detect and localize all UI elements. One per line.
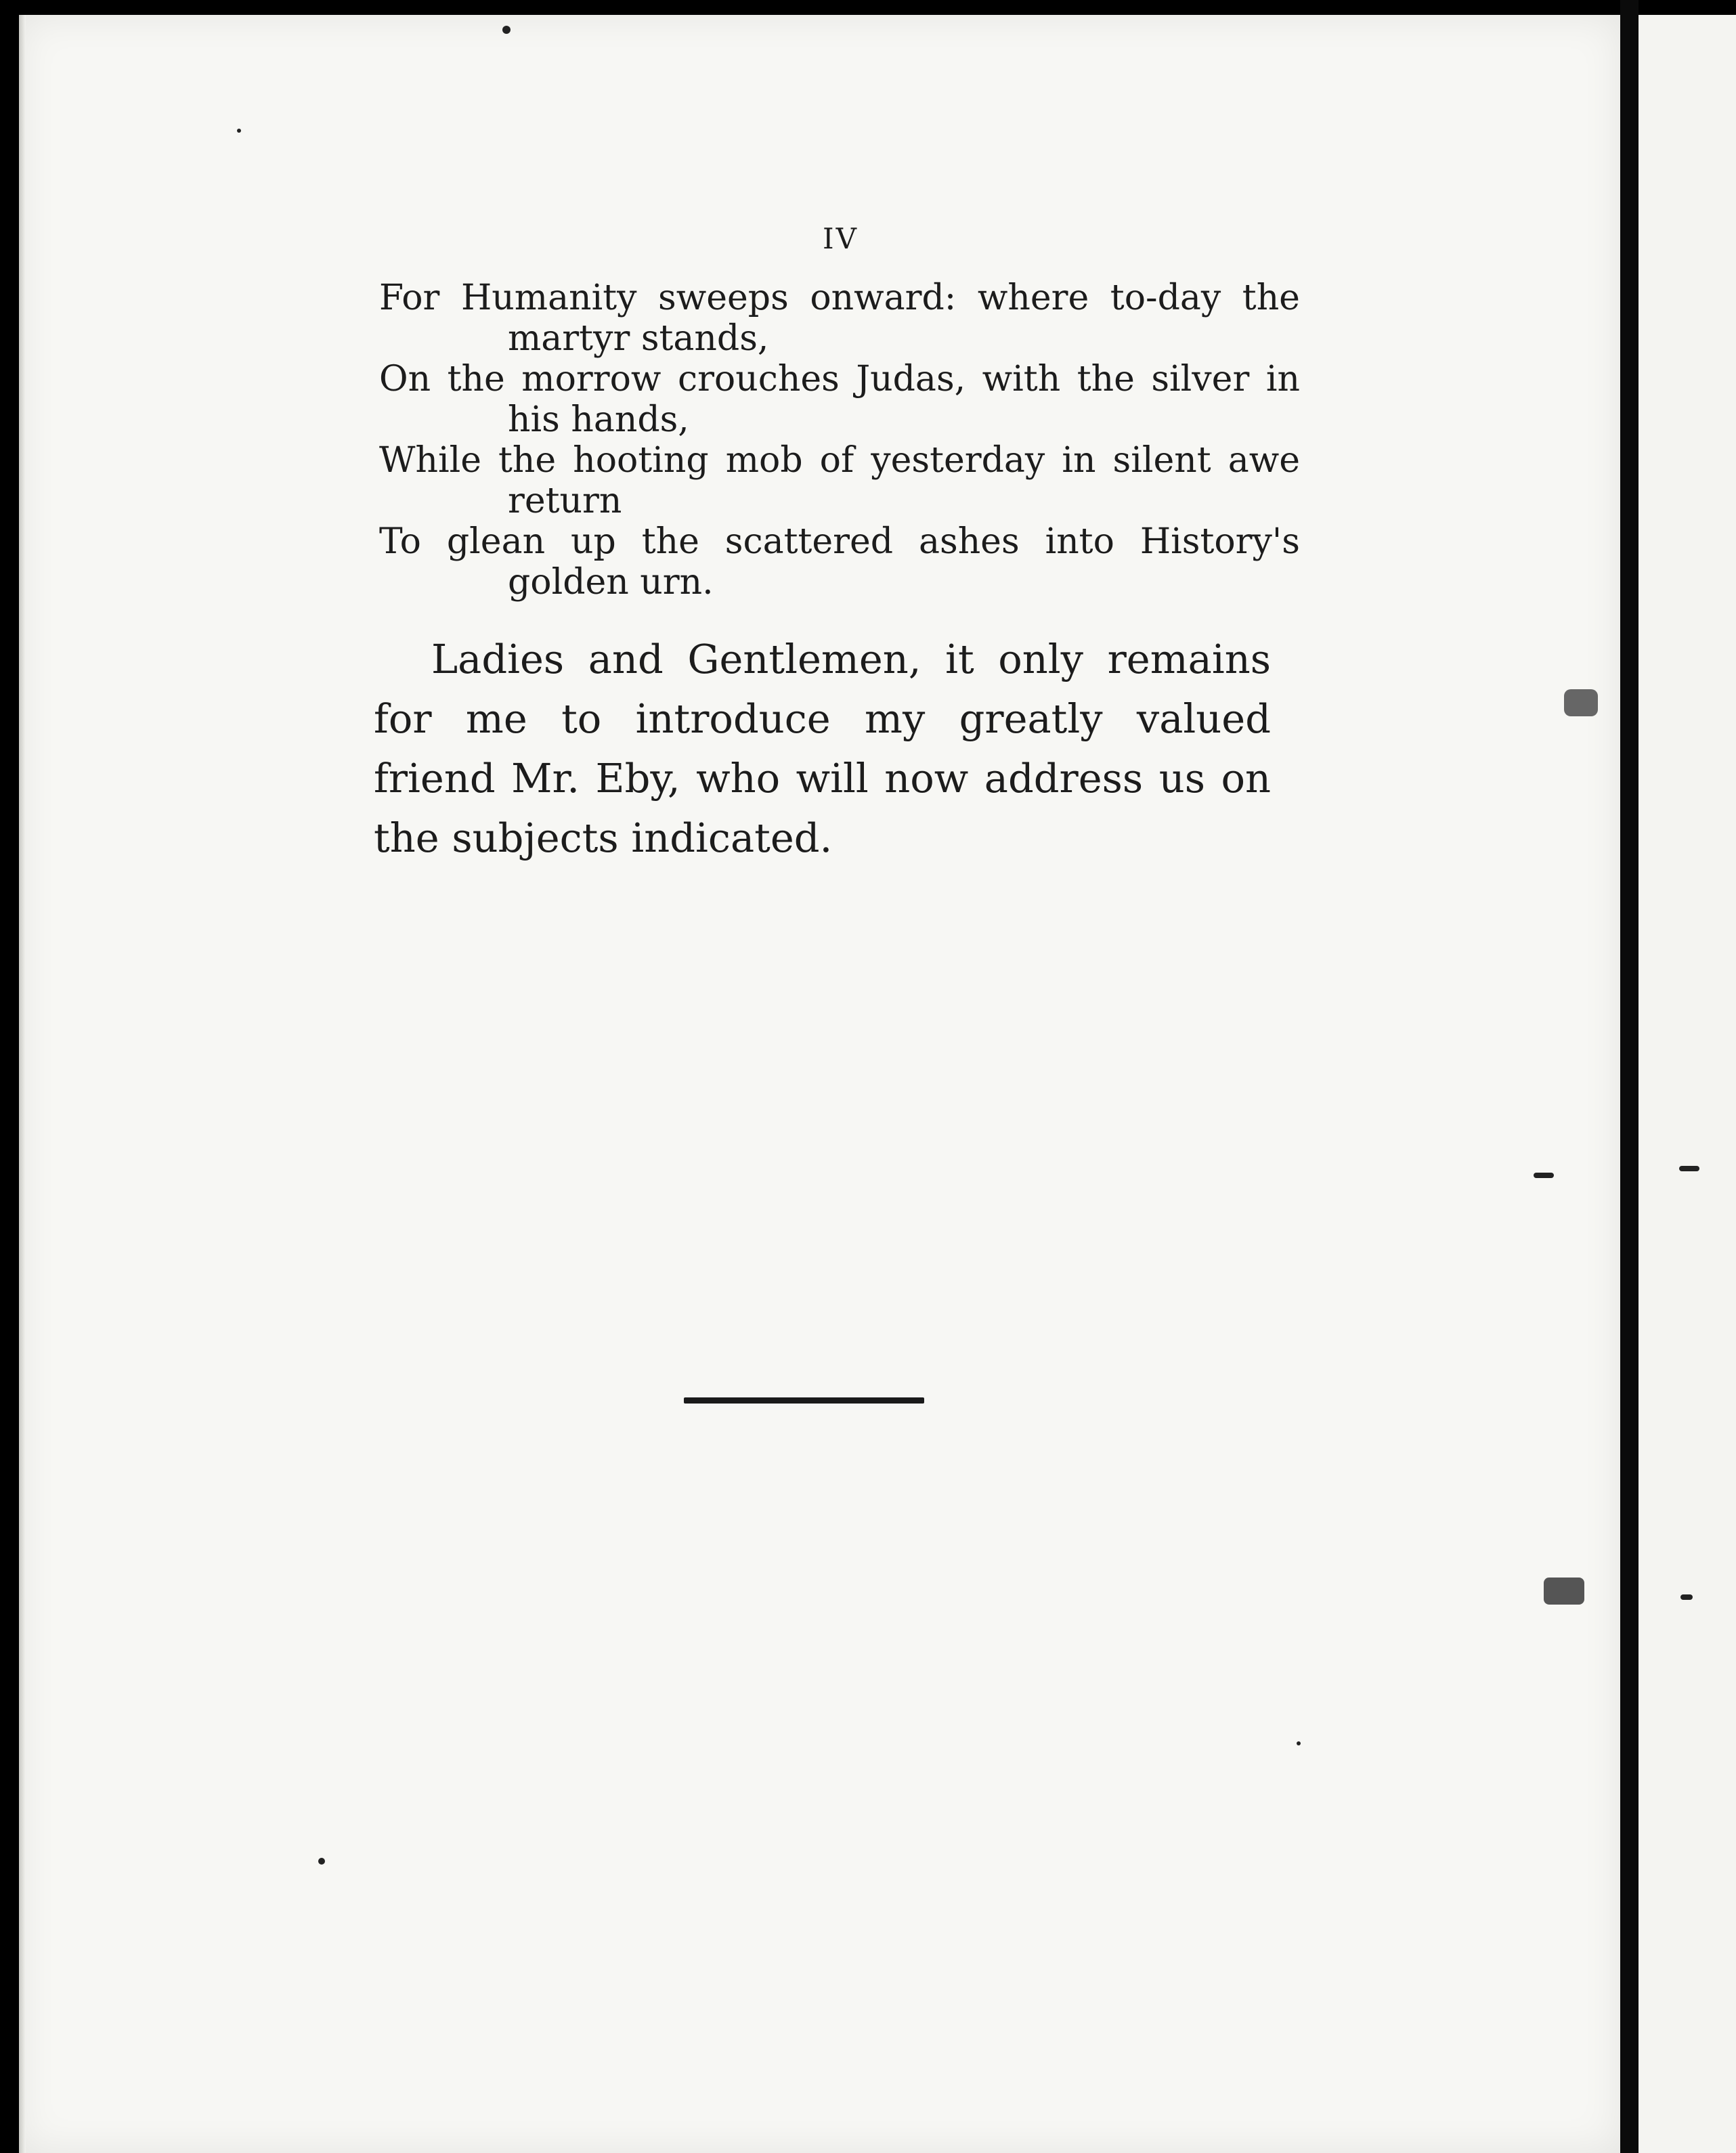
verse-word: morrow (521, 359, 661, 399)
verse-word: the (498, 440, 557, 481)
print-speck (237, 129, 241, 133)
verse-stanza-line (379, 521, 1300, 603)
verse-word: crouches (677, 359, 840, 399)
verse-word: On (379, 359, 431, 399)
verse-word: into (1045, 521, 1114, 562)
print-speck (502, 26, 511, 34)
verse-line-continuation: martyr stands, (508, 318, 769, 359)
verse-word: For (379, 278, 440, 318)
verse-line-continuation: his hands, (508, 399, 689, 440)
verse-word: mob (725, 440, 803, 481)
print-speck (318, 1858, 325, 1865)
print-speck (1564, 689, 1598, 716)
verse-line-first (379, 278, 1300, 318)
verse-stanza-line (379, 440, 1300, 521)
closing-paragraph: Ladies and Gentlemen, it only remains for me to introduce my greatly valued friend Mr. Eby, who will now address us on the subjects indicated. (374, 636, 1271, 861)
verse-stanza-line (379, 278, 1300, 359)
verse-word: the (1077, 359, 1135, 399)
verse-word: to-day (1110, 278, 1221, 318)
verse-line-first (379, 440, 1300, 481)
verse-word: onward: (810, 278, 957, 318)
print-speck (1679, 1166, 1699, 1171)
section-end-rule (684, 1397, 924, 1404)
verse-word: silent (1112, 440, 1211, 481)
verse-word: awe (1228, 440, 1300, 481)
verse-word: Humanity (460, 278, 637, 318)
verse-line-continuation: return (508, 481, 622, 521)
verse-word: To (379, 521, 421, 562)
verse-line-first (379, 359, 1300, 399)
verse-word: sweeps (658, 278, 789, 318)
closing-paragraph-block (374, 630, 1271, 868)
verse-stanza-line (379, 359, 1300, 440)
verse-word: scattered (724, 521, 894, 562)
verse-word: yesterday (871, 440, 1045, 481)
page-number: IV (823, 222, 859, 255)
verse-word: hooting (573, 440, 709, 481)
verse-word: History's (1140, 521, 1300, 562)
verse-word: the (1242, 278, 1300, 318)
verse-word: in (1062, 440, 1096, 481)
verse-word: glean (446, 521, 546, 562)
verse-word: of (819, 440, 854, 481)
verse-word: ashes (919, 521, 1020, 562)
book-gutter (1620, 0, 1639, 2153)
verse-word: silver (1151, 359, 1250, 399)
print-speck (1680, 1594, 1693, 1600)
verse-line-continuation: golden urn. (508, 562, 714, 603)
verse-word: the (641, 521, 699, 562)
verse-word: the (447, 359, 505, 399)
print-speck (1544, 1578, 1584, 1605)
verse-word: with (982, 359, 1061, 399)
verse-block (379, 278, 1300, 603)
verse-word: up (570, 521, 616, 562)
verse-line-first (379, 521, 1300, 562)
verse-word: in (1265, 359, 1300, 399)
print-speck (1297, 1741, 1301, 1745)
verse-word: While (379, 440, 481, 481)
print-speck (1534, 1173, 1554, 1178)
verse-word: where (977, 278, 1089, 318)
page-left-edge (19, 15, 26, 2153)
verse-word: Judas, (856, 359, 966, 399)
facing-page-edge (1639, 15, 1736, 2153)
